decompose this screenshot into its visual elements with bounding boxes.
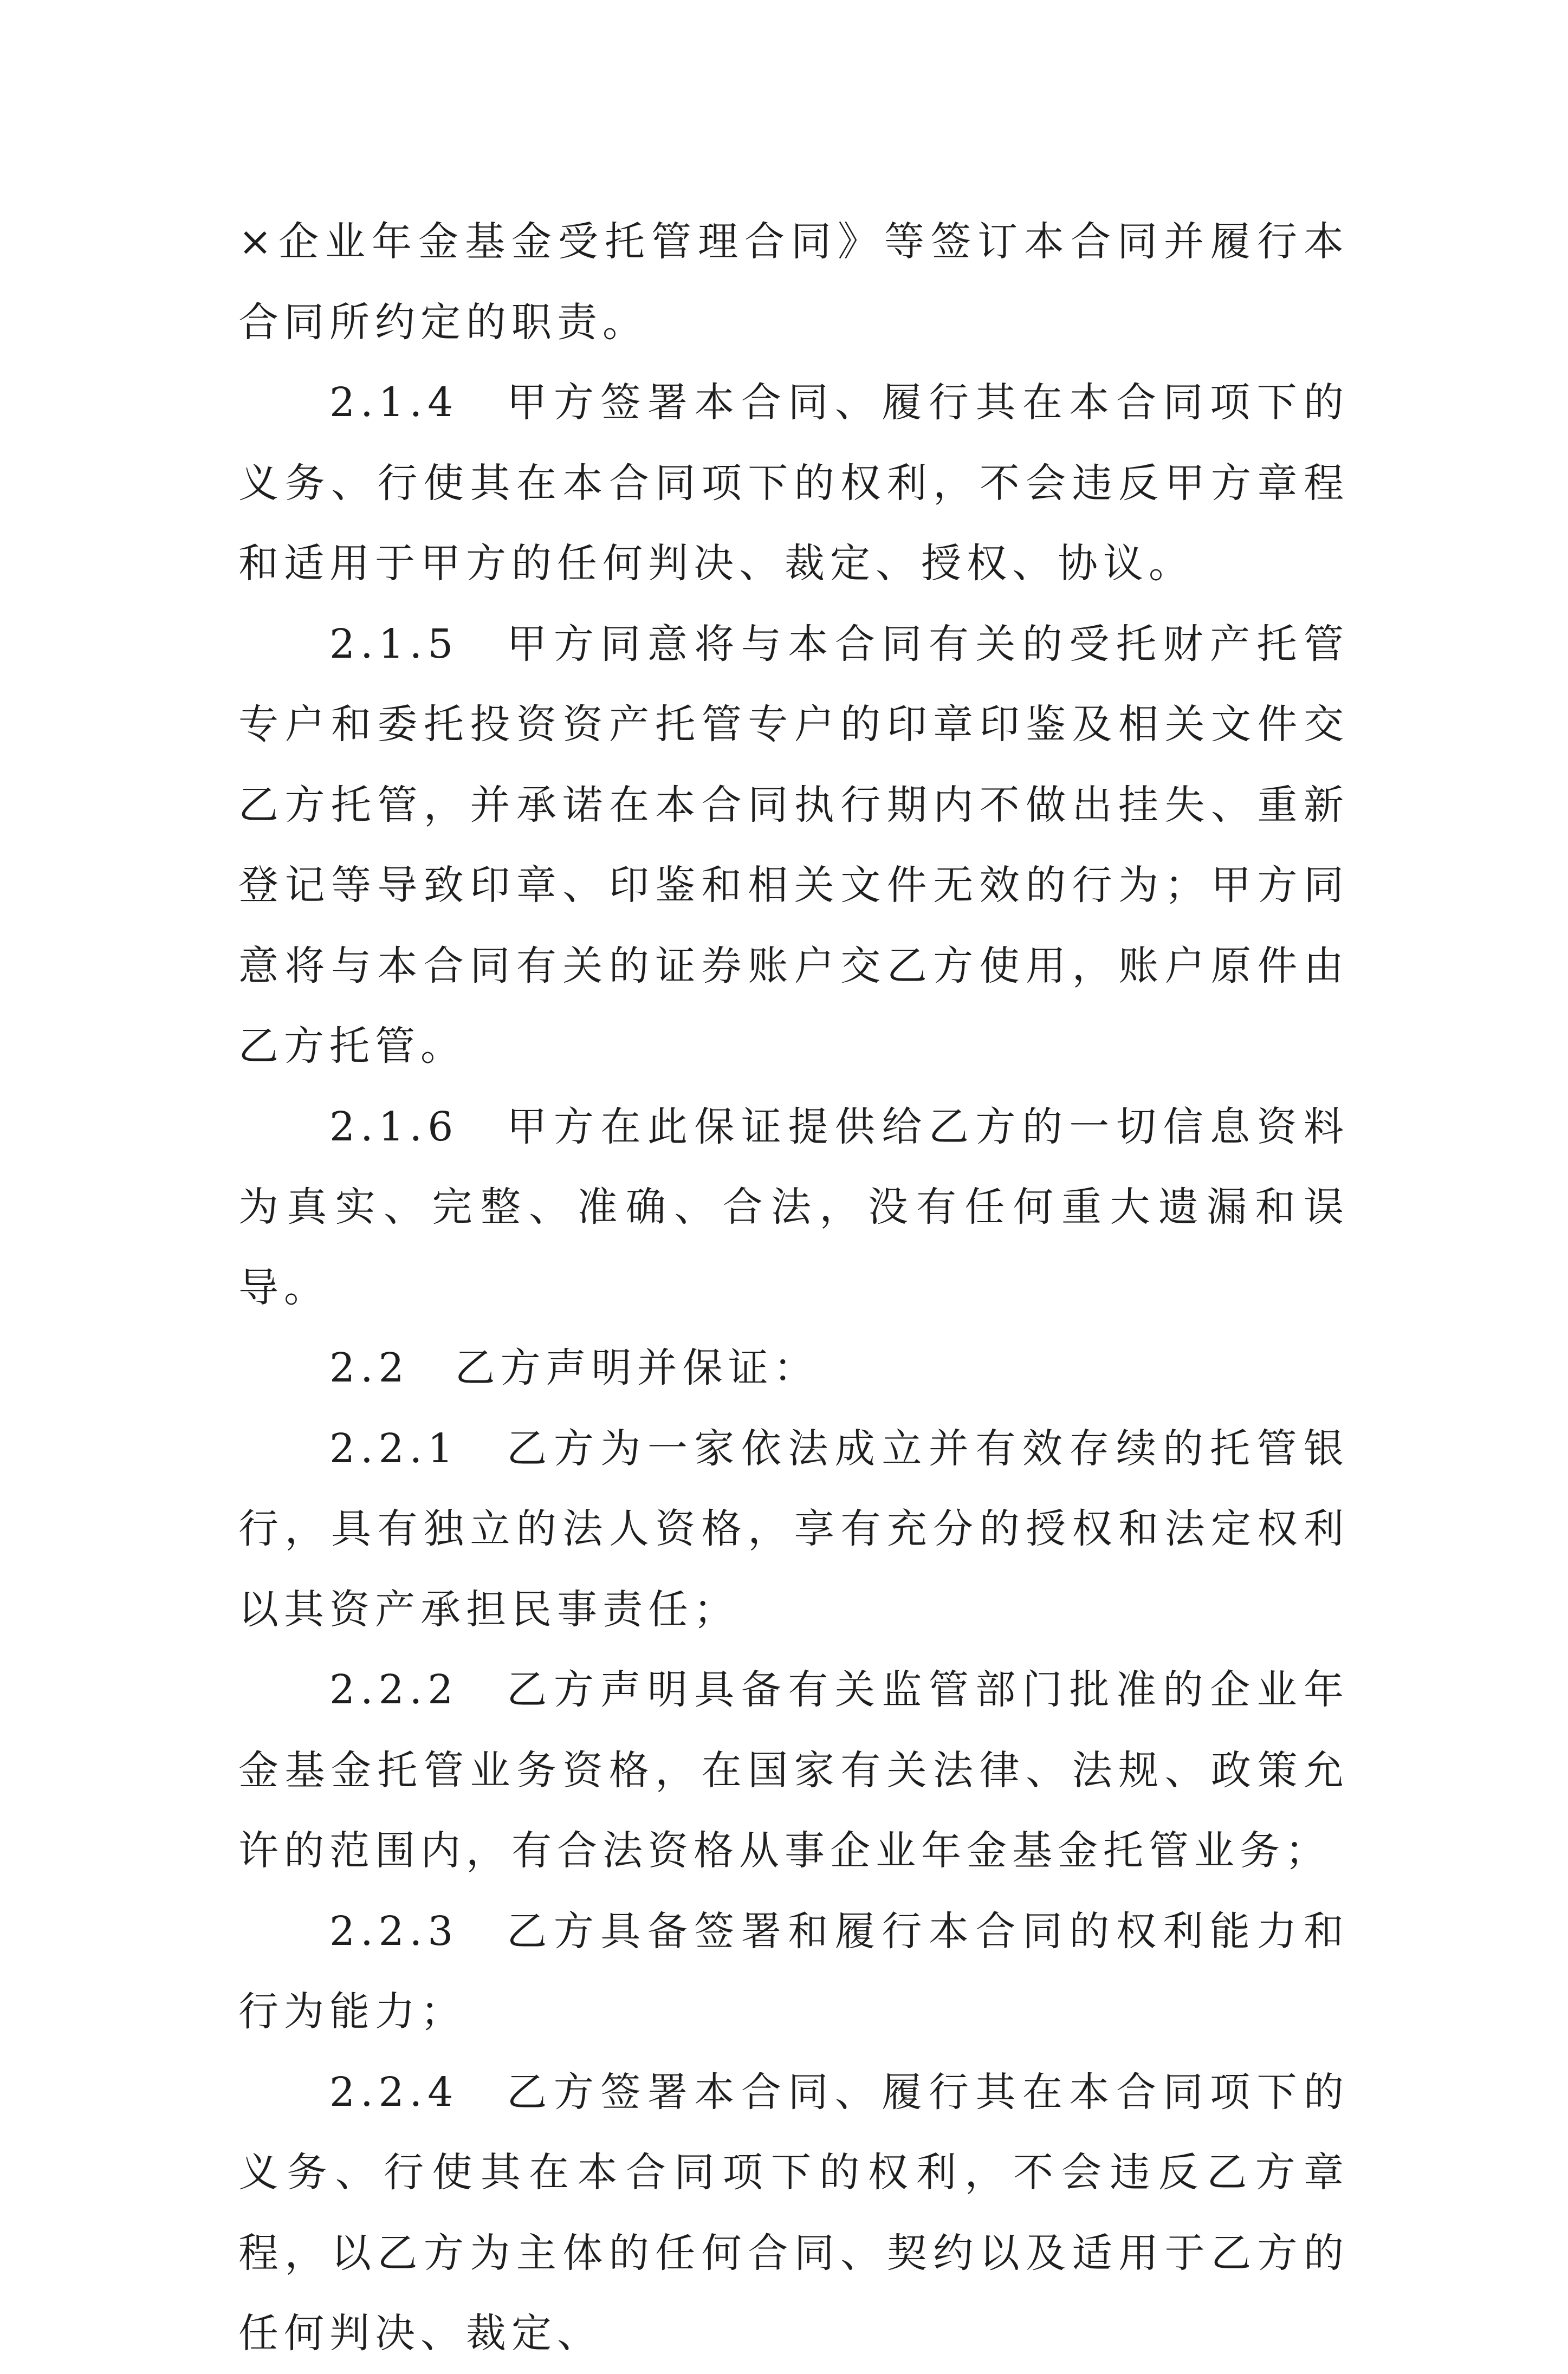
document-body <box>238 202 1349 2374</box>
clause-2-2-heading: 2.2 乙方声明并保证： <box>329 1345 819 1391</box>
clause-2-2-1: 2.2.1 乙方为一家依法成立并有效存续的托管银行，具有独立的法人资格，享有充分的授权和法定权利以其资产承担民事责任； <box>238 1425 1349 1633</box>
clause-2-1-5: 2.1.5 甲方同意将与本合同有关的受托财产托管专户和委托投资资产托管专户的印章印鉴及相关文件交乙方托管，并承诺在本合同执行期内不做出挂失、重新登记等导致印章、印鉴和相关文件无效的行为；甲方同意将与本合同有关的证券账户交乙方使用，账户原件由乙方托管。 <box>238 620 1349 1069</box>
clause-2-2-4: 2.2.4 乙方签署本合同、履行其在本合同项下的义务、行使其在本合同项下的权利，不会违反乙方章程，以乙方为主体的任何合同、契约以及适用于乙方的任何判决、裁定、 <box>238 2068 1349 2357</box>
paragraph-continuation: ×企业年金基金受托管理合同》等签订本合同并履行本合同所约定的职责。 <box>238 218 1349 346</box>
clause-2-1-6: 2.1.6 甲方在此保证提供给乙方的一切信息资料为真实、完整、准确、合法，没有任何重大遗漏和误导。 <box>238 1103 1349 1311</box>
clause-2-2-3: 2.2.3 乙方具备签署和履行本合同的权利能力和行为能力； <box>238 1908 1349 2035</box>
clause-2-2-2: 2.2.2 乙方声明具备有关监管部门批准的企业年金基金托管业务资格，在国家有关法律、法规、政策允许的范围内，有合法资格从事企业年金基金托管业务； <box>238 1666 1349 1874</box>
clause-2-1-4: 2.1.4 甲方签署本合同、履行其在本合同项下的义务、行使其在本合同项下的权利，不会违反甲方章程和适用于甲方的任何判决、裁定、授权、协议。 <box>238 379 1349 587</box>
